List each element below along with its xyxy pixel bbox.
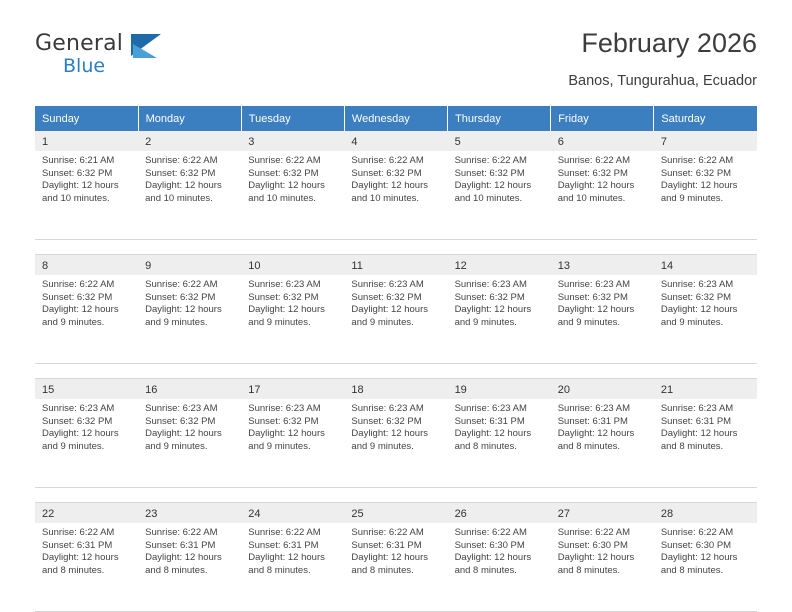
sunset-text: Sunset: 6:32 PM — [145, 291, 216, 303]
day-cell[interactable] — [344, 255, 447, 364]
day-cell[interactable] — [138, 379, 241, 488]
daylight-text-line2: and 9 minutes. — [248, 316, 311, 328]
daylight-text-line2: and 9 minutes. — [660, 192, 724, 204]
sunrise-text: Sunrise: 6:23 AM — [454, 279, 527, 290]
daylight-text-line2: and 8 minutes. — [42, 564, 105, 576]
sunrise-text: Sunrise: 6:22 AM — [351, 527, 424, 538]
sunset-text: Sunset: 6:32 PM — [660, 291, 732, 303]
sunset-text: Sunset: 6:32 PM — [248, 167, 319, 179]
sunset-text: Sunset: 6:31 PM — [42, 539, 113, 551]
day-details — [344, 399, 447, 487]
daylight-text-line2: and 8 minutes. — [454, 440, 517, 452]
daylight-text-line2: and 9 minutes. — [351, 440, 414, 452]
daylight-text-line2: and 8 minutes. — [145, 564, 208, 576]
sunset-text: Sunset: 6:31 PM — [660, 415, 732, 427]
day-cell[interactable] — [448, 131, 551, 240]
day-details — [654, 151, 757, 239]
day-cell[interactable] — [241, 255, 344, 364]
daylight-text-line2: and 8 minutes. — [660, 440, 724, 452]
daylight-text-line2: and 10 minutes. — [454, 192, 523, 204]
daylight-text-line2: and 9 minutes. — [42, 440, 105, 452]
day-details — [551, 399, 654, 487]
calendar-week-row — [35, 503, 757, 612]
day-number: 26 — [448, 503, 551, 523]
day-details — [138, 275, 241, 363]
daylight-text-line2: and 9 minutes. — [42, 316, 105, 328]
day-details — [35, 523, 138, 611]
daylight-text-line1: Daylight: 12 hours — [454, 428, 532, 440]
day-cell[interactable] — [35, 379, 138, 488]
daylight-text-line2: and 8 minutes. — [351, 564, 414, 576]
daylight-text-line1: Daylight: 12 hours — [557, 552, 635, 564]
day-number: 1 — [35, 131, 138, 151]
sunset-text: Sunset: 6:31 PM — [145, 539, 216, 551]
day-details — [551, 151, 654, 239]
sunrise-text: Sunrise: 6:22 AM — [351, 155, 424, 166]
day-cell[interactable] — [344, 379, 447, 488]
sunset-text: Sunset: 6:32 PM — [454, 167, 525, 179]
weekday-header-thursday: Thursday — [448, 106, 551, 131]
day-number: 18 — [344, 379, 447, 399]
day-details — [138, 523, 241, 611]
day-number: 25 — [344, 503, 447, 523]
calendar-week-row — [35, 131, 757, 240]
day-number: 19 — [448, 379, 551, 399]
sunrise-text: Sunrise: 6:23 AM — [454, 403, 527, 414]
day-number: 15 — [35, 379, 138, 399]
day-number: 14 — [654, 255, 757, 275]
sunset-text: Sunset: 6:32 PM — [42, 415, 113, 427]
sunset-text: Sunset: 6:30 PM — [557, 539, 628, 551]
daylight-text-line1: Daylight: 12 hours — [42, 180, 119, 192]
day-details — [138, 399, 241, 487]
daylight-text-line1: Daylight: 12 hours — [145, 180, 222, 192]
day-cell[interactable] — [654, 503, 757, 612]
daylight-text-line1: Daylight: 12 hours — [660, 180, 738, 192]
sunrise-text: Sunrise: 6:22 AM — [660, 155, 734, 166]
sunset-text: Sunset: 6:32 PM — [660, 167, 732, 179]
sunrise-text: Sunrise: 6:23 AM — [660, 279, 734, 290]
day-details — [138, 151, 241, 239]
sunset-text: Sunset: 6:31 PM — [557, 415, 628, 427]
day-number: 21 — [654, 379, 757, 399]
daylight-text-line2: and 8 minutes. — [557, 564, 621, 576]
day-details — [35, 275, 138, 363]
daylight-text-line1: Daylight: 12 hours — [557, 180, 635, 192]
day-details — [344, 275, 447, 363]
week-spacer — [35, 364, 757, 379]
sunrise-text: Sunrise: 6:23 AM — [351, 403, 424, 414]
weekday-header-row — [35, 106, 757, 131]
sunset-text: Sunset: 6:32 PM — [42, 167, 113, 179]
daylight-text-line1: Daylight: 12 hours — [248, 552, 325, 564]
day-cell[interactable] — [551, 503, 654, 612]
day-number: 13 — [551, 255, 654, 275]
daylight-text-line1: Daylight: 12 hours — [454, 552, 532, 564]
daylight-text-line1: Daylight: 12 hours — [351, 304, 428, 316]
daylight-text-line1: Daylight: 12 hours — [454, 304, 532, 316]
sunset-text: Sunset: 6:31 PM — [454, 415, 525, 427]
day-details — [448, 151, 551, 239]
weekday-header-wednesday: Wednesday — [344, 106, 447, 131]
sunrise-text: Sunrise: 6:22 AM — [145, 279, 218, 290]
calendar-week-row — [35, 255, 757, 364]
day-details — [35, 399, 138, 487]
location-subtitle: Banos, Tungurahua, Ecuador — [568, 73, 757, 89]
day-details — [551, 523, 654, 611]
day-number: 23 — [138, 503, 241, 523]
daylight-text-line1: Daylight: 12 hours — [145, 428, 222, 440]
sunrise-text: Sunrise: 6:22 AM — [454, 155, 527, 166]
day-details — [551, 275, 654, 363]
sunrise-text: Sunrise: 6:22 AM — [248, 527, 321, 538]
daylight-text-line2: and 10 minutes. — [351, 192, 420, 204]
day-details — [344, 151, 447, 239]
weekday-header-tuesday: Tuesday — [241, 106, 344, 131]
day-cell[interactable] — [344, 131, 447, 240]
sunrise-text: Sunrise: 6:22 AM — [42, 527, 115, 538]
day-number: 24 — [241, 503, 344, 523]
day-cell[interactable] — [654, 131, 757, 240]
day-number: 3 — [241, 131, 344, 151]
day-details — [448, 275, 551, 363]
page-header — [35, 26, 757, 100]
day-number: 2 — [138, 131, 241, 151]
sunrise-text: Sunrise: 6:22 AM — [557, 155, 631, 166]
day-cell[interactable] — [551, 131, 654, 240]
daylight-text-line2: and 10 minutes. — [557, 192, 626, 204]
sunrise-text: Sunrise: 6:23 AM — [248, 279, 321, 290]
sunset-text: Sunset: 6:31 PM — [248, 539, 319, 551]
sunset-text: Sunset: 6:32 PM — [351, 415, 422, 427]
sunrise-text: Sunrise: 6:22 AM — [557, 527, 631, 538]
sunrise-text: Sunrise: 6:23 AM — [557, 403, 631, 414]
daylight-text-line2: and 9 minutes. — [145, 316, 208, 328]
day-number: 6 — [551, 131, 654, 151]
daylight-text-line2: and 9 minutes. — [351, 316, 414, 328]
day-details — [448, 399, 551, 487]
day-cell[interactable] — [448, 255, 551, 364]
daylight-text-line1: Daylight: 12 hours — [145, 552, 222, 564]
blue-flag-icon — [131, 34, 165, 60]
weekday-header-monday: Monday — [138, 106, 241, 131]
sunrise-text: Sunrise: 6:22 AM — [248, 155, 321, 166]
sunset-text: Sunset: 6:30 PM — [660, 539, 732, 551]
sunrise-text: Sunrise: 6:23 AM — [557, 279, 631, 290]
sunset-text: Sunset: 6:30 PM — [454, 539, 525, 551]
daylight-text-line2: and 9 minutes. — [454, 316, 517, 328]
daylight-text-line2: and 9 minutes. — [248, 440, 311, 452]
logo[interactable] — [35, 32, 195, 86]
daylight-text-line1: Daylight: 12 hours — [248, 304, 325, 316]
daylight-text-line2: and 10 minutes. — [145, 192, 213, 204]
day-details — [654, 523, 757, 611]
daylight-text-line1: Daylight: 12 hours — [660, 552, 738, 564]
day-cell[interactable] — [551, 255, 654, 364]
day-details — [448, 523, 551, 611]
sunrise-text: Sunrise: 6:23 AM — [248, 403, 321, 414]
daylight-text-line1: Daylight: 12 hours — [248, 428, 325, 440]
daylight-text-line1: Daylight: 12 hours — [454, 180, 532, 192]
daylight-text-line1: Daylight: 12 hours — [42, 304, 119, 316]
sunrise-text: Sunrise: 6:23 AM — [42, 403, 115, 414]
daylight-text-line1: Daylight: 12 hours — [145, 304, 222, 316]
day-number: 11 — [344, 255, 447, 275]
day-details — [241, 151, 344, 239]
daylight-text-line1: Daylight: 12 hours — [248, 180, 325, 192]
daylight-text-line2: and 10 minutes. — [42, 192, 110, 204]
logo-text-blue: Blue — [63, 55, 106, 77]
day-cell[interactable] — [551, 379, 654, 488]
day-details — [344, 523, 447, 611]
sunrise-text: Sunrise: 6:22 AM — [660, 527, 734, 538]
day-cell[interactable] — [344, 503, 447, 612]
day-cell[interactable] — [35, 131, 138, 240]
sunrise-text: Sunrise: 6:22 AM — [454, 527, 527, 538]
day-number: 20 — [551, 379, 654, 399]
week-spacer — [35, 240, 757, 255]
day-number: 22 — [35, 503, 138, 523]
day-details — [241, 523, 344, 611]
sunrise-text: Sunrise: 6:23 AM — [660, 403, 734, 414]
calendar-week-row — [35, 379, 757, 488]
sunset-text: Sunset: 6:31 PM — [351, 539, 422, 551]
page-title: February 2026 — [581, 28, 757, 58]
sunrise-text: Sunrise: 6:22 AM — [145, 527, 218, 538]
day-cell[interactable] — [448, 379, 551, 488]
sunrise-text: Sunrise: 6:22 AM — [145, 155, 218, 166]
day-cell[interactable] — [654, 255, 757, 364]
day-number: 7 — [654, 131, 757, 151]
daylight-text-line2: and 8 minutes. — [557, 440, 621, 452]
daylight-text-line2: and 9 minutes. — [660, 316, 724, 328]
daylight-text-line1: Daylight: 12 hours — [42, 552, 119, 564]
day-cell[interactable] — [448, 503, 551, 612]
daylight-text-line1: Daylight: 12 hours — [660, 428, 738, 440]
day-number: 10 — [241, 255, 344, 275]
day-number: 28 — [654, 503, 757, 523]
day-details — [654, 399, 757, 487]
daylight-text-line2: and 9 minutes. — [557, 316, 621, 328]
sunset-text: Sunset: 6:32 PM — [557, 291, 628, 303]
daylight-text-line2: and 10 minutes. — [248, 192, 316, 204]
weekday-header-friday: Friday — [551, 106, 654, 131]
week-spacer — [35, 488, 757, 503]
day-details — [241, 275, 344, 363]
sunset-text: Sunset: 6:32 PM — [248, 415, 319, 427]
daylight-text-line2: and 9 minutes. — [145, 440, 208, 452]
day-cell[interactable] — [138, 131, 241, 240]
day-number: 5 — [448, 131, 551, 151]
daylight-text-line1: Daylight: 12 hours — [557, 428, 635, 440]
daylight-text-line1: Daylight: 12 hours — [351, 552, 428, 564]
daylight-text-line2: and 8 minutes. — [660, 564, 724, 576]
sunrise-text: Sunrise: 6:22 AM — [42, 279, 115, 290]
logo-text-general: General — [35, 31, 124, 56]
sunset-text: Sunset: 6:32 PM — [145, 167, 216, 179]
day-cell[interactable] — [241, 131, 344, 240]
day-cell[interactable] — [241, 503, 344, 612]
day-number: 17 — [241, 379, 344, 399]
day-number: 12 — [448, 255, 551, 275]
weekday-header-sunday: Sunday — [35, 106, 138, 131]
day-cell[interactable] — [138, 255, 241, 364]
day-number: 4 — [344, 131, 447, 151]
day-number: 16 — [138, 379, 241, 399]
day-details — [241, 399, 344, 487]
sunset-text: Sunset: 6:32 PM — [351, 291, 422, 303]
sunset-text: Sunset: 6:32 PM — [145, 415, 216, 427]
sunrise-text: Sunrise: 6:23 AM — [351, 279, 424, 290]
daylight-text-line2: and 8 minutes. — [248, 564, 311, 576]
sunrise-sunset-calendar — [35, 106, 757, 612]
day-number: 27 — [551, 503, 654, 523]
daylight-text-line1: Daylight: 12 hours — [42, 428, 119, 440]
daylight-text-line1: Daylight: 12 hours — [351, 428, 428, 440]
sunrise-text: Sunrise: 6:23 AM — [145, 403, 218, 414]
day-cell[interactable] — [35, 255, 138, 364]
day-details — [654, 275, 757, 363]
daylight-text-line1: Daylight: 12 hours — [557, 304, 635, 316]
sunset-text: Sunset: 6:32 PM — [248, 291, 319, 303]
day-number: 8 — [35, 255, 138, 275]
day-details — [35, 151, 138, 239]
sunset-text: Sunset: 6:32 PM — [454, 291, 525, 303]
day-cell[interactable] — [241, 379, 344, 488]
daylight-text-line1: Daylight: 12 hours — [351, 180, 428, 192]
daylight-text-line2: and 8 minutes. — [454, 564, 517, 576]
sunset-text: Sunset: 6:32 PM — [351, 167, 422, 179]
day-cell[interactable] — [654, 379, 757, 488]
sunset-text: Sunset: 6:32 PM — [42, 291, 113, 303]
daylight-text-line1: Daylight: 12 hours — [660, 304, 738, 316]
sunset-text: Sunset: 6:32 PM — [557, 167, 628, 179]
day-number: 9 — [138, 255, 241, 275]
title-block — [568, 26, 757, 92]
weekday-header-saturday: Saturday — [654, 106, 757, 131]
sunrise-text: Sunrise: 6:21 AM — [42, 155, 115, 166]
day-cell[interactable] — [138, 503, 241, 612]
day-cell[interactable] — [35, 503, 138, 612]
